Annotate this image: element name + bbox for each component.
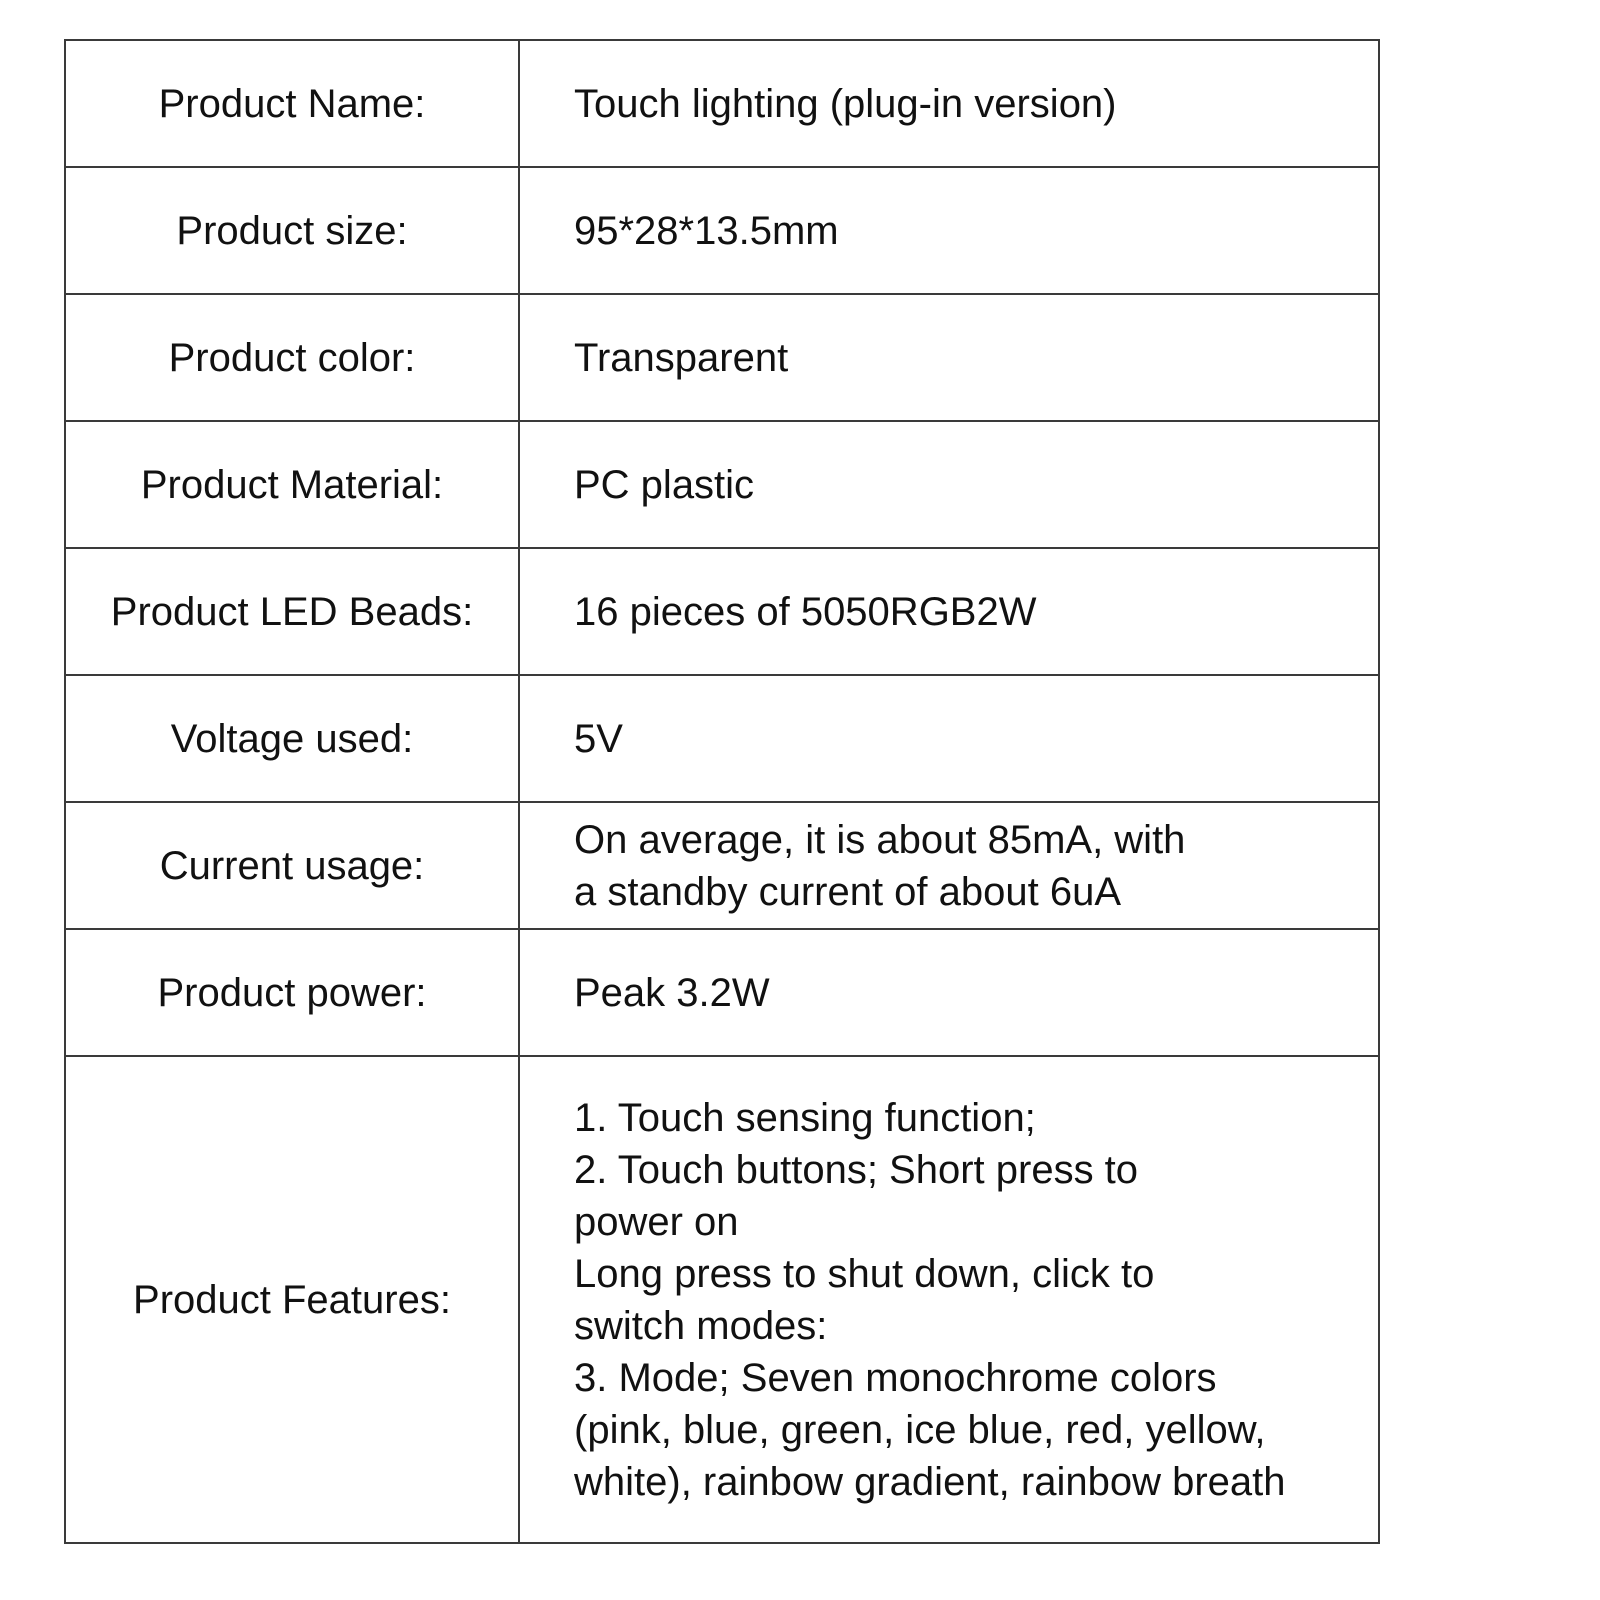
spec-value-line: On average, it is about 85mA, with xyxy=(574,817,1186,862)
spec-value-line: 2. Touch buttons; Short press to xyxy=(574,1147,1139,1192)
spec-value xyxy=(519,929,1379,1056)
spec-table xyxy=(64,39,1380,1544)
spec-value xyxy=(519,1056,1379,1543)
spec-row-product-material xyxy=(65,421,1379,548)
spec-row-product-power xyxy=(65,929,1379,1056)
spec-label: Voltage used: xyxy=(65,675,519,802)
spec-value-line: a standby current of about 6uA xyxy=(574,869,1122,914)
spec-value-line: Touch lighting (plug-in version) xyxy=(574,81,1117,126)
spec-value-line: 16 pieces of 5050RGB2W xyxy=(574,589,1037,634)
spec-value-line: 1. Touch sensing function; xyxy=(574,1095,1036,1140)
spec-value-line: 5V xyxy=(574,716,623,761)
spec-value-line: Long press to shut down, click to xyxy=(574,1251,1155,1296)
spec-label: Current usage: xyxy=(65,802,519,929)
spec-label: Product Features: xyxy=(65,1056,519,1543)
spec-row-product-size xyxy=(65,167,1379,294)
spec-value-line: (pink, blue, green, ice blue, red, yellow, xyxy=(574,1407,1266,1452)
spec-value-line: Peak 3.2W xyxy=(574,970,770,1015)
spec-row-product-features xyxy=(65,1056,1379,1543)
spec-value xyxy=(519,675,1379,802)
spec-value xyxy=(519,421,1379,548)
spec-label: Product color: xyxy=(65,294,519,421)
spec-row-product-name xyxy=(65,40,1379,167)
spec-value-line: power on xyxy=(574,1199,739,1244)
spec-label: Product size: xyxy=(65,167,519,294)
spec-label: Product Name: xyxy=(65,40,519,167)
spec-row-current-usage xyxy=(65,802,1379,929)
spec-value-line: 95*28*13.5mm xyxy=(574,208,839,253)
spec-value xyxy=(519,548,1379,675)
spec-label: Product power: xyxy=(65,929,519,1056)
spec-value-line: Transparent xyxy=(574,335,789,380)
spec-value xyxy=(519,802,1379,929)
spec-value-line: switch modes: xyxy=(574,1303,828,1348)
spec-label: Product LED Beads: xyxy=(65,548,519,675)
spec-row-product-color xyxy=(65,294,1379,421)
spec-value xyxy=(519,167,1379,294)
spec-value-line: PC plastic xyxy=(574,462,755,507)
spec-label: Product Material: xyxy=(65,421,519,548)
spec-row-led-beads xyxy=(65,548,1379,675)
spec-row-voltage xyxy=(65,675,1379,802)
spec-value-line: white), rainbow gradient, rainbow breath xyxy=(574,1459,1286,1504)
spec-value xyxy=(519,294,1379,421)
spec-value-line: 3. Mode; Seven monochrome colors xyxy=(574,1355,1217,1400)
spec-value xyxy=(519,40,1379,167)
